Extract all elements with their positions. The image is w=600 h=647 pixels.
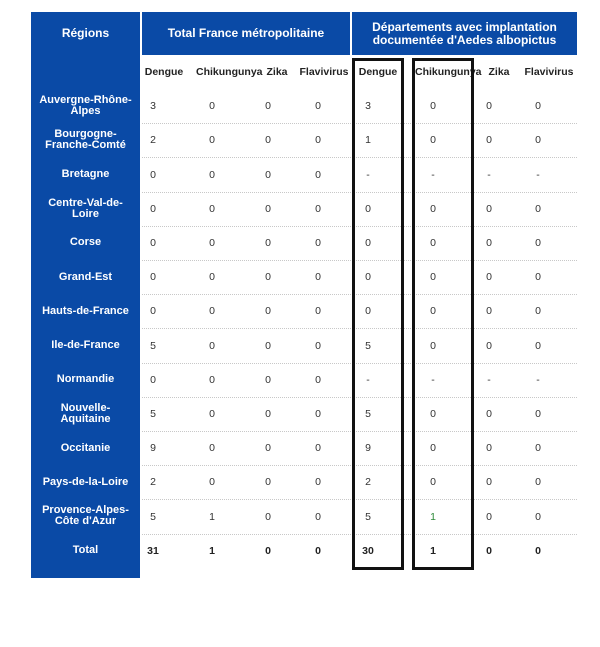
subheader-dengue-departements: Dengue <box>358 66 398 78</box>
table-cell: 0 <box>315 305 321 318</box>
region-label: Occitanie <box>60 441 111 454</box>
table-cell: 0 <box>535 202 541 215</box>
table-cell: 2 <box>365 476 371 489</box>
table-cell: 0 <box>535 510 541 523</box>
table-cell: - <box>431 168 435 181</box>
table-cell: 0 <box>430 100 436 113</box>
table-cell: 0 <box>209 271 215 284</box>
region-label: Nouvelle-Aquitaine <box>60 401 111 425</box>
table-cell: - <box>536 373 540 386</box>
table-cell: 0 <box>535 236 541 249</box>
subheader-zika-total: Zika <box>266 66 288 78</box>
table-cell: - <box>431 373 435 386</box>
header-total-france: Total France métropolitaine <box>142 12 350 55</box>
table-cell: 0 <box>430 339 436 352</box>
table-cell: 0 <box>365 271 371 284</box>
table-cell: 5 <box>365 339 371 352</box>
table-cell: 5 <box>150 510 156 523</box>
table-cell: 0 <box>265 442 271 455</box>
table-cell: - <box>366 168 370 181</box>
table-cell: - <box>487 373 491 386</box>
region-label: Centre-Val-de-Loire <box>48 196 123 220</box>
table-cell: 0 <box>209 373 215 386</box>
table-cell: 0 <box>265 339 271 352</box>
table-cell: 1 <box>430 510 436 523</box>
table-cell: 0 <box>486 442 492 455</box>
table-cell: 1 <box>209 510 215 523</box>
subheader-dengue-total: Dengue <box>144 66 184 78</box>
table-cell: 0 <box>265 407 271 420</box>
highlight-box-chikungunya <box>412 58 482 570</box>
table-cell: 0 <box>486 510 492 523</box>
table-cell: 0 <box>150 168 156 181</box>
table-cell: 0 <box>150 236 156 249</box>
table-cell: 0 <box>265 544 271 557</box>
table-cell: 0 <box>486 134 492 147</box>
table-cell: 5 <box>365 510 371 523</box>
subheader-flavivirus-total: Flavivirus <box>299 66 349 78</box>
table-cell: 0 <box>209 134 215 147</box>
table-cell: 0 <box>535 339 541 352</box>
table-cell: 0 <box>209 339 215 352</box>
table-cell: 30 <box>362 544 374 557</box>
table-cell: 0 <box>315 407 321 420</box>
table-cell: 0 <box>209 476 215 489</box>
table-cell: 0 <box>150 373 156 386</box>
table-cell: 9 <box>150 442 156 455</box>
table-cell: 0 <box>209 202 215 215</box>
region-label: Hauts-de-France <box>42 304 129 317</box>
table-cell: 0 <box>265 476 271 489</box>
table-cell: 0 <box>209 442 215 455</box>
table-cell: 0 <box>315 134 321 147</box>
table-cell: 0 <box>486 407 492 420</box>
region-label: Auvergne-Rhône-Alpes <box>39 94 132 118</box>
table-cell: 0 <box>535 544 541 557</box>
table-cell: 0 <box>265 271 271 284</box>
table-cell: 0 <box>486 544 492 557</box>
table-cell: 0 <box>535 407 541 420</box>
table-cell: 0 <box>486 100 492 113</box>
table-cell: 0 <box>486 476 492 489</box>
subheader-zika-departements: Zika <box>488 66 510 78</box>
table-cell: 0 <box>315 202 321 215</box>
table-cell: 0 <box>430 476 436 489</box>
table-cell: 3 <box>365 100 371 113</box>
table-cell: 3 <box>150 100 156 113</box>
table-cell: 0 <box>486 202 492 215</box>
table-cell: 0 <box>535 134 541 147</box>
table-cell: - <box>487 168 491 181</box>
table-cell: 0 <box>209 168 215 181</box>
table-cell: 0 <box>150 305 156 318</box>
table-cell: 0 <box>315 442 321 455</box>
table-cell: 0 <box>430 202 436 215</box>
region-label: Ile-de-France <box>51 338 120 351</box>
table-cell: 0 <box>150 271 156 284</box>
table-cell: 0 <box>265 100 271 113</box>
region-label-total: Total <box>72 544 99 557</box>
region-label: Normandie <box>56 373 115 386</box>
table-cell: 0 <box>430 407 436 420</box>
table-cell: 0 <box>430 442 436 455</box>
table-cell: 5 <box>365 407 371 420</box>
header-departements: Départements avec implantation documentée d'Aedes albopictus <box>352 12 577 55</box>
table-cell: 0 <box>315 168 321 181</box>
regions-column <box>31 55 140 578</box>
region-label: Grand-Est <box>58 270 113 283</box>
table-cell: 0 <box>365 305 371 318</box>
table-cell: 0 <box>265 305 271 318</box>
subheader-chikungunya-departements: Chikungunya <box>415 66 482 78</box>
table-cell: - <box>366 373 370 386</box>
region-label: Bretagne <box>61 167 110 180</box>
table-cell: 0 <box>365 236 371 249</box>
table-cell: 0 <box>265 168 271 181</box>
table-cell: 0 <box>315 476 321 489</box>
region-label: Bourgogne-Franche-Comté <box>45 128 126 152</box>
table-cell: 0 <box>265 202 271 215</box>
table-cell: 0 <box>265 236 271 249</box>
table-cell: 5 <box>150 339 156 352</box>
table-cell: 0 <box>209 100 215 113</box>
table-cell: 0 <box>486 305 492 318</box>
table-cell: 0 <box>365 202 371 215</box>
table-cell: 0 <box>315 271 321 284</box>
table-cell: 0 <box>430 134 436 147</box>
table-cell: 0 <box>535 476 541 489</box>
table-cell: 2 <box>150 134 156 147</box>
table-cell: 0 <box>535 442 541 455</box>
table-cell: 0 <box>315 236 321 249</box>
table-cell: 0 <box>150 202 156 215</box>
table-cell: 5 <box>150 407 156 420</box>
highlight-box-dengue <box>352 58 404 570</box>
table-cell: 0 <box>315 339 321 352</box>
region-label: Corse <box>69 236 102 249</box>
table-cell: 0 <box>535 271 541 284</box>
table-cell: 0 <box>535 100 541 113</box>
table-cell: 0 <box>315 510 321 523</box>
table-cell: 0 <box>430 236 436 249</box>
table-cell: 0 <box>265 373 271 386</box>
table-cell: 1 <box>430 544 436 557</box>
table-cell: 0 <box>315 544 321 557</box>
table-cell: 0 <box>209 407 215 420</box>
table-cell: 0 <box>315 373 321 386</box>
table-cell: 9 <box>365 442 371 455</box>
table-cell: 0 <box>535 305 541 318</box>
table-cell: 2 <box>150 476 156 489</box>
table-cell: 0 <box>209 305 215 318</box>
table-cell: 0 <box>209 236 215 249</box>
table-cell: 0 <box>486 339 492 352</box>
header-regions: Régions <box>31 12 140 55</box>
table-cell: 0 <box>486 236 492 249</box>
table-cell: 0 <box>430 305 436 318</box>
table-cell: 31 <box>147 544 159 557</box>
subheader-flavivirus-departements: Flavivirus <box>524 66 574 78</box>
region-label: Pays-de-la-Loire <box>42 475 129 488</box>
table-cell: 1 <box>365 134 371 147</box>
table-cell: 0 <box>486 271 492 284</box>
table-cell: - <box>536 168 540 181</box>
subheader-chikungunya-total: Chikungunya <box>196 66 263 78</box>
table-cell: 0 <box>315 100 321 113</box>
table-cell: 0 <box>265 134 271 147</box>
table-cell: 0 <box>430 271 436 284</box>
region-label: Provence-Alpes-Côte d'Azur <box>42 504 129 528</box>
table-cell: 0 <box>265 510 271 523</box>
table-cell: 1 <box>209 544 215 557</box>
